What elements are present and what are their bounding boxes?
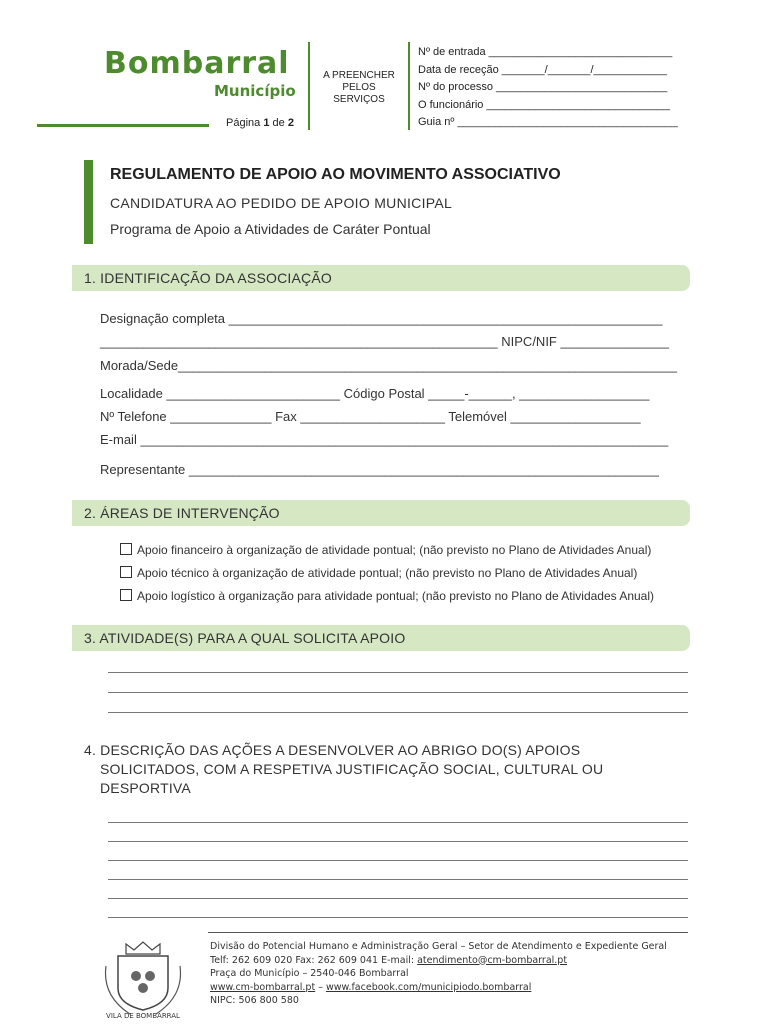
title-accent-bar [84,160,93,244]
field-phone-fax-mobile[interactable]: Nº Telefone ______________ Fax ____________________ Telemóvel __________________ [100,409,641,424]
header-divider-right [408,42,410,130]
option-financial-support[interactable]: Apoio financeiro à organização de atividade pontual; (não previsto no Plano de Atividades Anual) [120,543,651,557]
entry-number-field[interactable]: Nº de entrada ______________________________ [418,46,673,58]
municipality-logo [104,46,290,81]
coat-of-arms-icon [100,936,186,1020]
guide-number-field[interactable]: Guia nº ____________________________________ [418,116,678,128]
employee-field[interactable]: O funcionário ______________________________ [418,98,671,111]
field-nipc[interactable]: _______________________________________________________ NIPC/NIF _______________ [100,334,669,349]
answer-line[interactable] [108,879,688,880]
reception-date-field[interactable]: Data de receção _______/_______/____________ [418,63,667,76]
svg-text:VILA DE BOMBARRAL: VILA DE BOMBARRAL [106,1012,180,1020]
footer-contacts: Divisão do Potencial Humano e Administração Geral – Setor de Atendimento e Expediente Geral Telf: 262 609 020 Fax: 262 609 041 E-mail: atendimento@cm-bombarral.pt Praça do Município – 2540-046 Bombarral www.cm-bombarral.pt – www.facebook.com/municipiodo.bombarral NIPC: 506 800 580 [210,941,667,1006]
process-number-field[interactable]: Nº do processo ____________________________ [418,81,668,93]
email-link[interactable]: atendimento@cm-bombarral.pt [417,954,568,966]
section-3-header: 3. ATIVIDADE(S) PARA A QUAL SOLICITA APOIO [72,625,690,651]
program-name: Programa de Apoio a Atividades de Caráter Pontual [110,221,431,237]
facebook-link[interactable]: www.facebook.com/municipiodo.bombarral [326,981,532,993]
header-divider-left [308,42,310,130]
document-subtitle: CANDIDATURA AO PEDIDO DE APOIO MUNICIPAL [110,195,453,211]
services-box: A PREENCHER PELOS SERVIÇOS [323,70,395,105]
answer-line[interactable] [108,898,688,899]
option-technical-support[interactable]: Apoio técnico à organização de atividade pontual; (não previsto no Plano de Atividades Anual) [120,566,637,580]
answer-line[interactable] [108,841,688,842]
option-logistic-support[interactable]: Apoio logístico à organização para atividade pontual; (não previsto no Plano de Atividades Anual) [120,589,654,603]
logo-subtitle: Município [214,82,296,100]
office-use-fields [418,44,678,132]
answer-line[interactable] [108,822,688,823]
answer-line[interactable] [108,672,688,673]
answer-line[interactable] [108,860,688,861]
footer-divider [208,932,688,933]
section-4-header: 4. DESCRIÇÃO DAS AÇÕES A DESENVOLVER AO ABRIGO DO(S) APOIOS SOLICITADOS, COM A RESPETIVA JUSTIFICAÇÃO SOCIAL, CULTURAL OU DESPORTIVA [84,742,604,796]
field-full-name[interactable]: Designação completa ____________________________________________________________ [100,311,663,326]
page-accent-bar [37,124,209,127]
checkbox-icon[interactable] [120,543,132,555]
section-1-header: 1. IDENTIFICAÇÃO DA ASSOCIAÇÃO [72,265,690,291]
field-email[interactable]: E-mail _________________________________________________________________________ [100,432,669,447]
checkbox-icon[interactable] [120,589,132,601]
field-representative[interactable]: Representante _________________________________________________________________ [100,462,659,477]
answer-line[interactable] [108,917,688,918]
checkbox-icon[interactable] [120,566,132,578]
section-2-header: 2. ÁREAS DE INTERVENÇÃO [72,500,690,526]
website-link[interactable]: www.cm-bombarral.pt [210,981,316,993]
answer-line[interactable] [108,712,688,713]
field-locality-postcode[interactable]: Localidade ________________________ Código Postal _____-______, __________________ [100,386,650,401]
document-title: REGULAMENTO DE APOIO AO MOVIMENTO ASSOCIATIVO [110,166,561,183]
logo-text: Bombarral [104,46,290,81]
answer-line[interactable] [108,692,688,693]
field-address[interactable]: Morada/Sede_____________________________________________________________________ [100,358,677,373]
page-indicator: Página 1 de 2 [226,117,294,129]
